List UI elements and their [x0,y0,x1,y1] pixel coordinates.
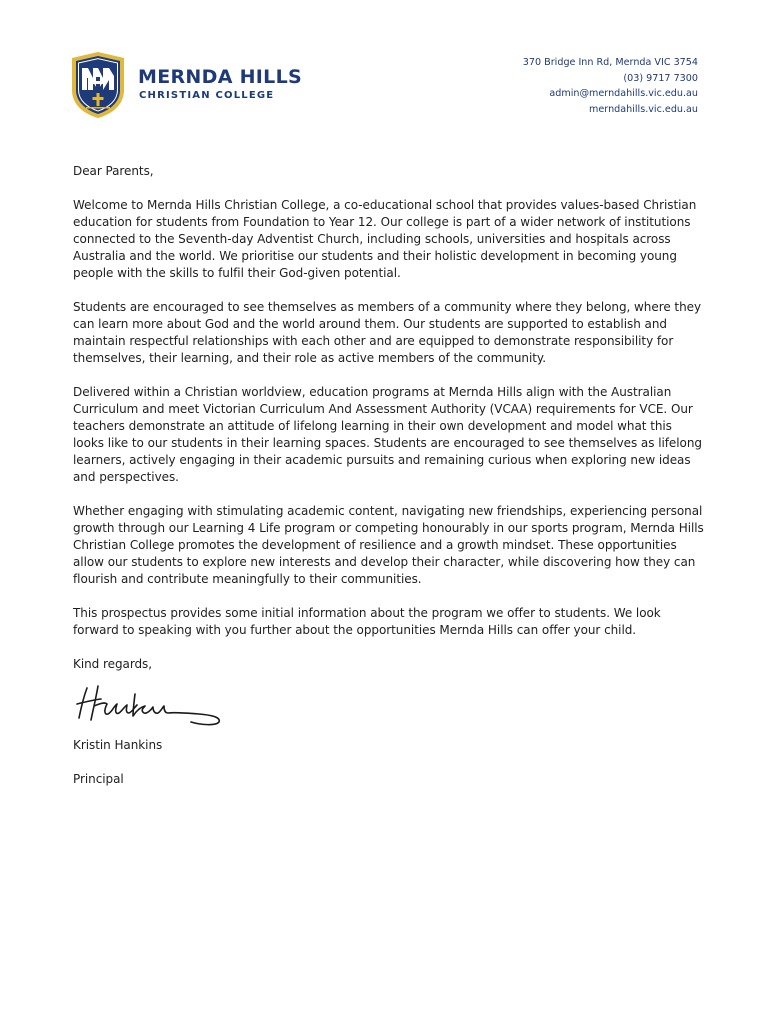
school-logo [68,50,318,122]
contact-block [523,55,698,117]
school-crest-icon [68,50,128,120]
signer-title: Principal [73,772,124,786]
signature-icon [71,680,231,730]
school-name: MERNDA HILLS [138,66,302,88]
salutation: Dear Parents, [73,164,154,178]
contact-address: 370 Bridge Inn Rd, Mernda VIC 3754 [522,57,698,68]
contact-phone: (03) 9717 7300 [623,72,698,84]
closing: Kind regards, [73,657,153,671]
paragraph-community: Students are encouraged to see themselves as members of a community where they belong, where they can learn more about God and the world around them. Our students are supported to establish and maintain respectful relationships with each other and are equipped to demonstrate responsibility for themselves, their learning, and their role as active members of the community. [73,300,702,365]
contact-website: merndahills.vic.edu.au [589,103,698,115]
contact-email: admin@merndahills.vic.edu.au [549,88,698,99]
paragraph-intro: Welcome to Mernda Hills Christian College, a co-educational school that provides values-based Christian education for students from Foundation to Year 12. Our college is part of a wider network of institutions connected to the Seventh-day Adventist Church, including schools, universities and hospitals across Australia and the world. We prioritise our students and their holistic development in becoming young people with the skills to fulfil their God-given potential. [73,198,697,280]
school-subtitle: CHRISTIAN COLLEGE [139,90,275,101]
paragraph-programs: Whether engaging with stimulating academic content, navigating new friendships, experiencing personal growth through our Learning 4 Life program or competing honourably in our sports program, Mernda Hills Christian College promotes the development of resilience and a growth mindset. These opportunities allow our students to explore new interests and develop their character, while discovering how they can flourish and contribute meaningfully to their communities. [73,504,704,586]
paragraph-curriculum: Delivered within a Christian worldview, education programs at Mernda Hills align with the Australian Curriculum and meet Victorian Curriculum And Assessment Authority (VCAA) requirements for VCE. Our teachers demonstrate an attitude of lifelong learning in their own development and model what this looks like to our students in their learning spaces. Students are encouraged to see themselves as lifelong learners, actively engaging in their academic pursuits and remaining curious when exploring new ideas and perspectives. [73,385,702,484]
letter-body [73,163,705,805]
paragraph-prospectus: This prospectus provides some initial information about the program we offer to students. We look forward to speaking with you further about the opportunities Mernda Hills can offer your child. [73,606,661,637]
signer-name: Kristin Hankins [73,738,163,752]
